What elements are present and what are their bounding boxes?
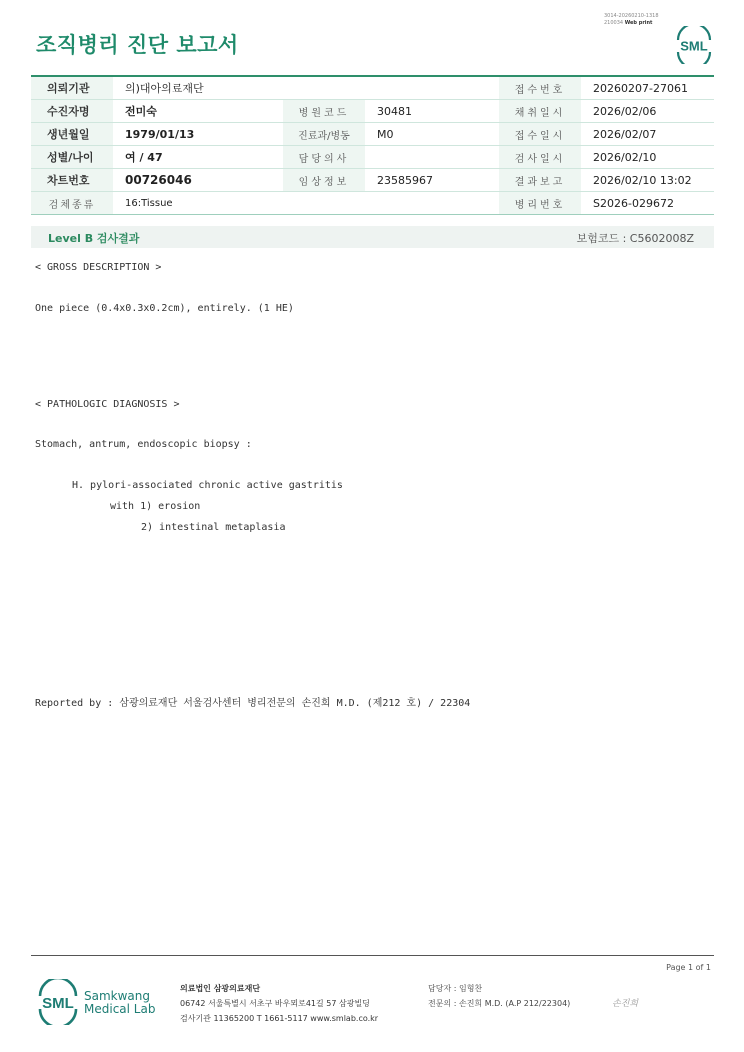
result-level-bar <box>31 226 714 248</box>
patient-value: 전미숙 <box>113 100 283 123</box>
table-row <box>31 76 714 100</box>
level-label: Level B 검사결과 <box>48 232 140 245</box>
diagnosis-heading: < PATHOLOGIC DIAGNOSIS > <box>35 399 180 410</box>
receipt-date-label: 접수일시 <box>499 123 581 146</box>
org-contact: 검사기관 11365200 T 1661-5117 www.smlab.co.kr <box>180 1014 379 1023</box>
footer-divider <box>31 955 714 956</box>
gross-text: One piece (0.4x0.3x0.2cm), entirely. (1 HE) <box>35 303 294 314</box>
dept-value: M0 <box>365 123 499 146</box>
clinical-label: 임상정보 <box>283 169 365 192</box>
hospital-code-label: 병원코드 <box>283 100 365 123</box>
gross-heading: < GROSS DESCRIPTION > <box>35 262 162 273</box>
table-row <box>31 123 714 146</box>
reported-by: Reported by : 삼광의료재단 서울검사센터 병리전문의 손진희 M.D. (제212 호) / 22304 <box>35 698 471 709</box>
specimen-label: 검체종류 <box>31 192 113 215</box>
signature: 손진희 <box>612 999 639 1009</box>
staff-in-charge: 담당자 : 임형찬 <box>428 984 483 993</box>
receipt-date-value: 2026/02/07 <box>581 123 714 146</box>
diagnosis-site: Stomach, antrum, endoscopic biopsy : <box>35 439 252 450</box>
lab-name-line: Medical Lab <box>84 1002 156 1016</box>
diagnosis-line: H. pylori-associated chronic active gastritis <box>72 480 343 491</box>
report-title: 조직병리 진단 보고서 <box>36 33 239 57</box>
exam-date-label: 검사일시 <box>499 146 581 169</box>
sml-logo-icon <box>674 26 714 64</box>
organization-info <box>180 981 378 1026</box>
lab-name <box>84 990 155 1016</box>
exam-date-value: 2026/02/10 <box>581 146 714 169</box>
birth-label: 생년월일 <box>31 123 113 146</box>
patient-info-table <box>31 75 714 215</box>
specialist: 전문의 : 손진희 M.D. (A.P 212/22304) <box>428 999 571 1008</box>
receipt-no-value: 20260207-27061 <box>581 76 714 100</box>
collection-date-label: 채취일시 <box>499 100 581 123</box>
pathology-no-value: S2026-029672 <box>581 192 714 215</box>
page-number: Page 1 of 1 <box>666 963 711 972</box>
webprint-label: Web print <box>624 20 653 26</box>
staff-info <box>428 981 570 1011</box>
org-address: 06742 서울특별시 서초구 바우뫼로41길 57 삼광빌딩 <box>180 999 370 1008</box>
logo-text: SML <box>42 995 74 1012</box>
table-row <box>31 192 714 215</box>
requester-label: 의뢰기관 <box>31 76 113 100</box>
logo-text: SML <box>680 38 708 54</box>
table-row <box>31 169 714 192</box>
insurance-code: 보험코드 : C5602008Z <box>576 232 694 245</box>
doctor-value <box>365 146 499 169</box>
org-name: 의료법인 삼광의료재단 <box>180 984 261 993</box>
hospital-code-value: 30481 <box>365 100 499 123</box>
webprint-id: 3014-20260210-1318 <box>604 13 659 19</box>
report-value: 2026/02/10 13:02 <box>581 169 714 192</box>
webprint-time: 210034 <box>604 20 624 26</box>
requester-value: 의)대아의료재단 <box>113 76 499 100</box>
webprint-stamp <box>604 13 694 27</box>
chart-value: 00726046 <box>113 169 283 192</box>
table-row <box>31 100 714 123</box>
chart-label: 차트번호 <box>31 169 113 192</box>
diagnosis-line: 2) intestinal metaplasia <box>141 522 286 533</box>
lab-name-line: Samkwang <box>84 989 150 1003</box>
diagnosis-line: with 1) erosion <box>110 501 201 512</box>
table-row <box>31 146 714 169</box>
sex-age-value: 여 / 47 <box>113 146 283 169</box>
birth-value: 1979/01/13 <box>113 123 283 146</box>
doctor-label: 담당의사 <box>283 146 365 169</box>
clinical-value: 23585967 <box>365 169 499 192</box>
specimen-value: 16:Tissue <box>113 192 499 215</box>
report-label: 결과보고 <box>499 169 581 192</box>
patient-label: 수진자명 <box>31 100 113 123</box>
collection-date-value: 2026/02/06 <box>581 100 714 123</box>
receipt-no-label: 접수번호 <box>499 76 581 100</box>
sex-age-label: 성별/나이 <box>31 146 113 169</box>
sml-logo-icon <box>36 979 80 1025</box>
pathology-no-label: 병리번호 <box>499 192 581 215</box>
dept-label: 진료과/병동 <box>283 123 365 146</box>
